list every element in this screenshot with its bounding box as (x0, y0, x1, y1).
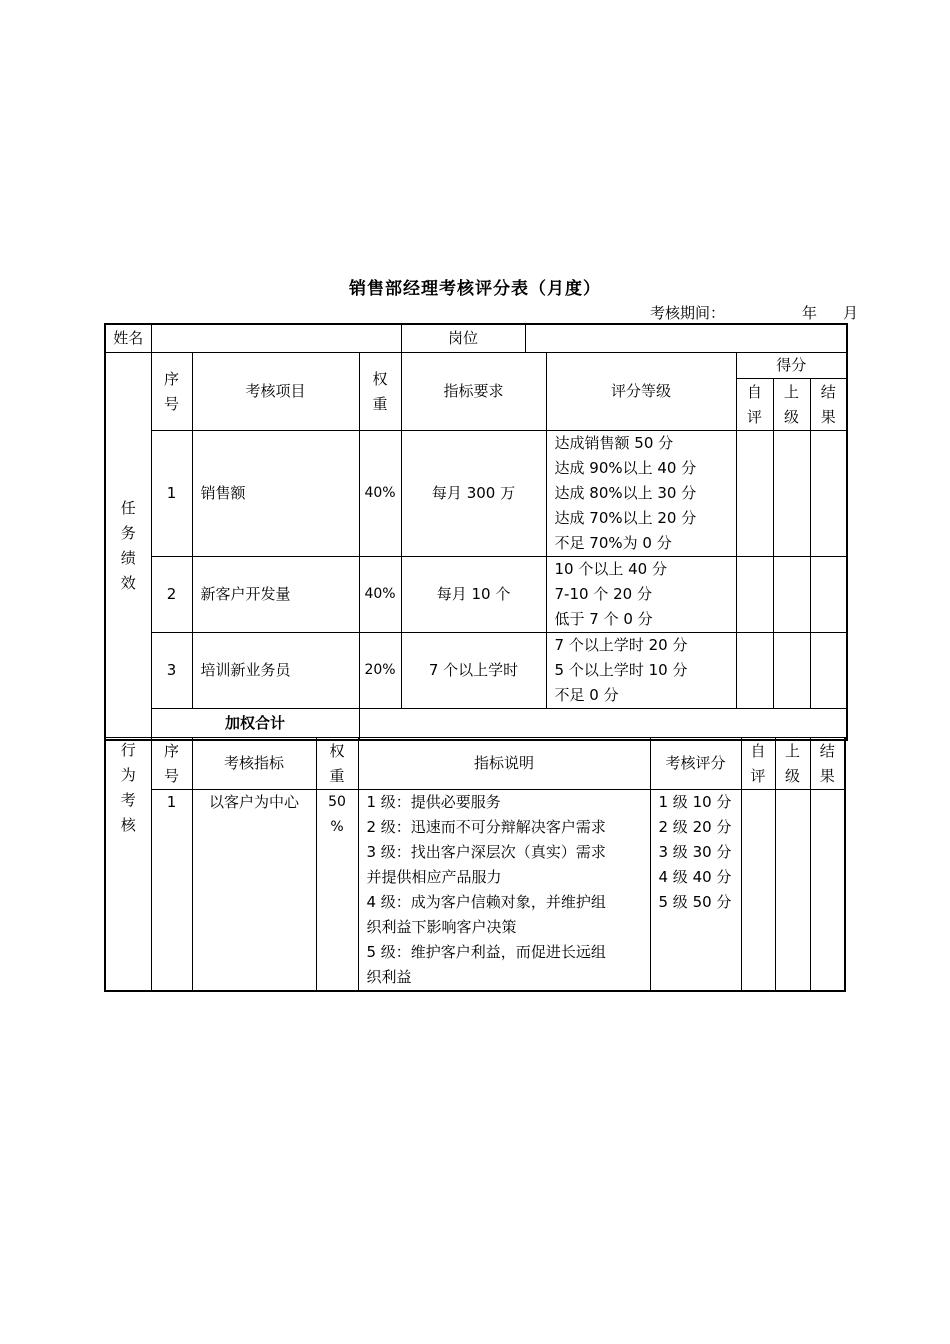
task-performance-table (104, 323, 848, 741)
char: 权 (329, 741, 345, 760)
row-seq: 1 (151, 790, 192, 992)
char: 序 (163, 741, 179, 760)
col-rating: 考核评分 (650, 738, 741, 790)
line: 2 级 20 分 (658, 818, 732, 836)
line: 1 级 10 分 (658, 793, 732, 811)
row-result-score[interactable] (810, 633, 847, 709)
row-seq: 3 (151, 633, 192, 709)
line: 7 个以上学时 20 分 (554, 636, 688, 654)
char: 考 (120, 791, 136, 809)
row-seq: 2 (151, 557, 192, 633)
char: 务 (120, 523, 136, 542)
char: 效 (120, 573, 136, 592)
char: 核 (120, 816, 136, 834)
row-superior-score[interactable] (773, 633, 810, 709)
line: 不足 0 分 (554, 686, 619, 704)
behavior-assessment-table (104, 737, 846, 992)
row-result-score[interactable] (810, 790, 845, 992)
row-desc-lines (367, 790, 650, 990)
weighted-total-value[interactable] (359, 709, 847, 740)
period-label: 考核期间： (650, 304, 726, 322)
period-year: 年 (802, 304, 818, 322)
row-self-score[interactable] (736, 557, 773, 633)
line: 达成 70%以上 20 分 (554, 509, 697, 527)
post-label: 岗位 (402, 325, 526, 352)
char: 自 (747, 382, 763, 401)
char: 果 (820, 407, 836, 426)
row-item: 新客户开发量 (192, 557, 359, 633)
line: 低于 7 个 0 分 (554, 610, 653, 628)
behavior-col-header-row (105, 738, 845, 790)
row-indicator: 以客户为中心 (192, 790, 316, 992)
row-weight (316, 790, 358, 992)
line: 达成 90%以上 40 分 (554, 459, 697, 477)
line: 不足 70%为 0 分 (554, 534, 672, 552)
line: 5 级 50 分 (658, 893, 732, 911)
char: 序 (163, 369, 179, 388)
behavior-section-label (105, 738, 151, 992)
header-row (105, 324, 847, 353)
row-grades (555, 431, 736, 556)
char: 重 (372, 394, 388, 413)
row-item: 培训新业务员 (192, 633, 359, 709)
behavior-section-text (106, 738, 151, 838)
row-weight: 40% (359, 431, 401, 557)
col-self (737, 380, 773, 430)
line: 织利益 (366, 968, 412, 986)
row-requirement: 每月 10 个 (401, 557, 546, 633)
row-requirement: 7 个以上学时 (401, 633, 546, 709)
char: 重 (329, 766, 345, 785)
line: 5 级：维护客户利益，而促进长远组 (366, 943, 606, 961)
task-row-1 (105, 431, 847, 557)
line: 并提供相应产品服力 (366, 868, 502, 886)
line: 10 个以上 40 分 (554, 560, 667, 578)
row-weight-number: 50 (328, 794, 346, 810)
char: 级 (784, 766, 800, 785)
task-col-header-row (105, 353, 847, 379)
char: 自 (750, 741, 766, 760)
char: 上 (784, 382, 800, 401)
char: 结 (819, 741, 835, 760)
row-item: 销售额 (192, 431, 359, 557)
char: 权 (372, 369, 388, 388)
row-weight-unit: % (330, 819, 344, 835)
line: 达成 80%以上 30 分 (554, 484, 697, 502)
char: 上 (784, 741, 800, 760)
char: 为 (120, 766, 136, 784)
line: 1 级：提供必要服务 (366, 793, 501, 811)
line: 4 级 40 分 (658, 868, 732, 886)
char: 评 (750, 766, 766, 785)
line: 2 级：迅速而不可分辩解决客户需求 (366, 818, 606, 836)
row-grades (555, 633, 736, 708)
row-result-score[interactable] (810, 431, 847, 557)
char: 结 (820, 382, 836, 401)
row-self-score[interactable] (736, 633, 773, 709)
row-result-score[interactable] (810, 557, 847, 633)
col-requirement: 指标要求 (401, 353, 546, 431)
row-weight: 40% (359, 557, 401, 633)
char: 果 (819, 766, 835, 785)
line: 7-10 个 20 分 (554, 585, 652, 603)
col-superior (776, 739, 810, 789)
row-self-score[interactable] (741, 790, 775, 992)
line: 达成销售额 50 分 (554, 434, 674, 452)
task-row-2 (105, 557, 847, 633)
char: 绩 (120, 548, 136, 567)
char: 号 (163, 394, 179, 413)
behavior-row-1 (105, 790, 845, 992)
col-seq (152, 367, 192, 417)
row-superior-score[interactable] (775, 790, 810, 992)
task-section-text (106, 496, 151, 596)
col-seq (152, 739, 192, 789)
col-result (811, 739, 845, 789)
task-section-label (105, 353, 151, 740)
weighted-total-label: 加权合计 (151, 709, 359, 740)
char: 任 (120, 498, 136, 517)
row-requirement: 每月 300 万 (401, 431, 546, 557)
char: 行 (120, 741, 136, 759)
col-result (811, 380, 847, 430)
name-label: 姓名 (105, 324, 151, 353)
col-weight (360, 367, 401, 417)
row-weight: 20% (359, 633, 401, 709)
row-seq: 1 (151, 431, 192, 557)
char: 号 (163, 766, 179, 785)
task-row-3 (105, 633, 847, 709)
row-self-score[interactable] (736, 431, 773, 557)
form-title: 销售部经理考核评分表（月度） (349, 279, 601, 299)
col-weight (317, 739, 358, 789)
col-superior (774, 380, 810, 430)
row-superior-score[interactable] (773, 557, 810, 633)
row-ratings (659, 790, 741, 915)
line: 5 个以上学时 10 分 (554, 661, 688, 679)
line: 织利益下影响客户决策 (366, 918, 517, 936)
col-self (742, 739, 775, 789)
name-field[interactable] (151, 324, 401, 353)
weighted-total-row (105, 709, 847, 740)
col-item: 考核项目 (192, 353, 359, 431)
row-grades (555, 557, 736, 632)
period-month: 月 (843, 304, 859, 322)
char: 评 (747, 407, 763, 426)
line: 3 级：找出客户深层次（真实）需求 (366, 843, 606, 861)
col-indicator: 考核指标 (192, 738, 316, 790)
col-score: 得分 (736, 353, 847, 379)
col-grade: 评分等级 (546, 353, 736, 431)
char: 级 (784, 407, 800, 426)
line: 3 级 30 分 (658, 843, 732, 861)
post-field[interactable] (526, 325, 847, 352)
line: 4 级：成为客户信赖对象，并维护组 (366, 893, 606, 911)
row-superior-score[interactable] (773, 431, 810, 557)
col-desc: 指标说明 (358, 738, 650, 790)
